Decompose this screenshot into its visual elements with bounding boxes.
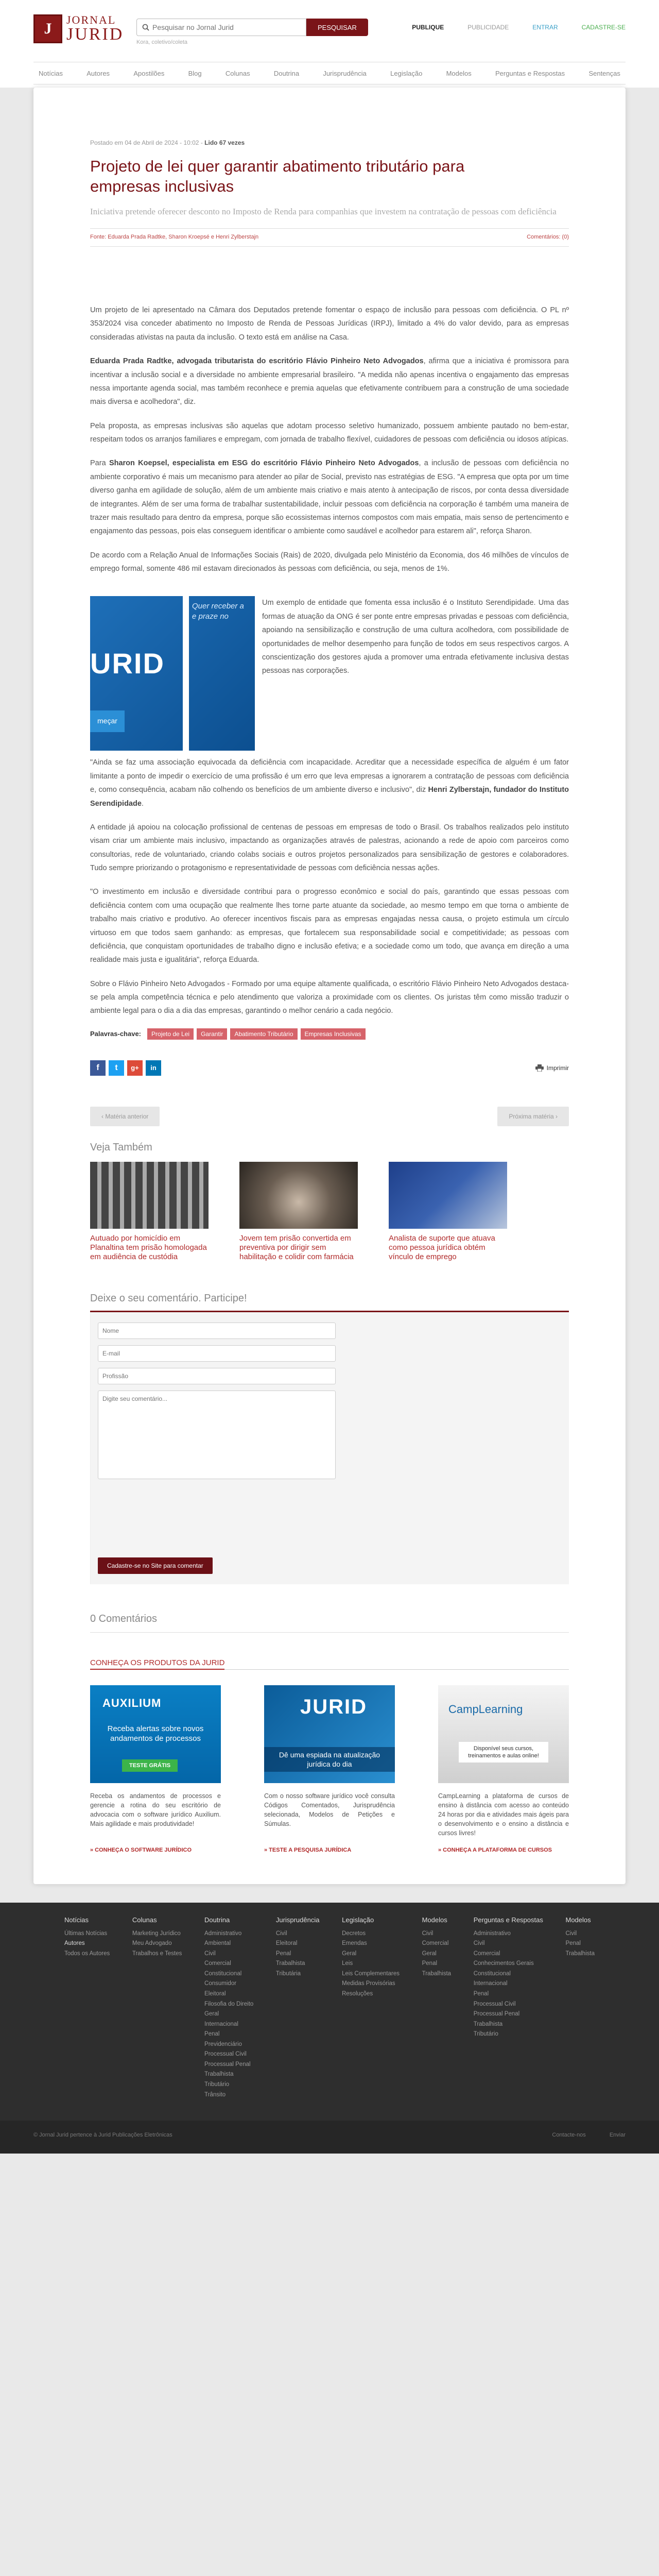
logo-line-2: JURID — [66, 25, 124, 44]
comment-textarea[interactable] — [98, 1391, 336, 1479]
article-title: Projeto de lei quer garantir abatimento tributário para empresas inclusivas — [90, 157, 465, 195]
related-thumbnail — [90, 1162, 209, 1229]
see-also-section — [90, 1142, 569, 1262]
paragraph: De acordo com a Relação Anual de Informações Sociais (Rais) de 2020, divulgada pelo Ministério da Economia, dos 46 milhões de vínculos de emprego formal, somente 486 mil estavam direcionados às pessoas com deficiência, ou seja, menos de 1%. — [90, 551, 569, 573]
contact-link[interactable]: Contacte-nos — [552, 2132, 586, 2139]
footer-column — [64, 1916, 110, 2100]
logo-mark: J — [33, 14, 62, 43]
search-button[interactable]: PESQUISAR — [306, 19, 368, 36]
comments-link[interactable]: Comentários: (0) — [527, 234, 569, 240]
view-count: Lido 67 vezes — [204, 139, 245, 146]
footer-link[interactable]: Marketing Jurídico — [132, 1930, 181, 1937]
footer-link[interactable]: Meu Advogado — [132, 1940, 172, 1947]
site-logo[interactable] — [33, 14, 124, 43]
footer-link[interactable]: Tributário — [204, 2081, 230, 2088]
footer-link[interactable]: Penal — [275, 1950, 291, 1957]
previous-article-button[interactable]: ‹ Matéria anterior — [90, 1107, 160, 1126]
article-card — [33, 88, 626, 1884]
footer-link[interactable]: Administrativo — [473, 1930, 511, 1937]
nav-apostiloes[interactable]: Apostilões — [133, 69, 165, 77]
footer-link[interactable]: Internacional — [204, 2021, 238, 2027]
footer-column-title[interactable]: Legislação — [342, 1916, 374, 1924]
footer-link[interactable]: Penal — [422, 1960, 438, 1967]
footer-column-title[interactable]: Jurisprudência — [275, 1916, 320, 1924]
product-link[interactable]: » CONHEÇA O SOFTWARE JURÍDICO — [90, 1846, 192, 1853]
footer-column — [566, 1916, 595, 2100]
footer-link[interactable]: Processual Penal — [204, 2061, 251, 2067]
footer-column — [276, 1916, 320, 2100]
footer-link[interactable]: Previdenciário — [204, 2041, 242, 2047]
footer-link[interactable]: Filosofia do Direito — [204, 2001, 254, 2007]
camplearning-logo: CampLearning — [448, 1702, 523, 1716]
tag-link[interactable]: Projeto de Lei — [147, 1028, 194, 1040]
footer-link[interactable]: Penal — [565, 1940, 581, 1947]
related-article[interactable]: Autuado por homicídio em Planaltina tem prisão homologada em audiência de custódia — [90, 1162, 209, 1262]
footer-link[interactable]: Processual Penal — [473, 2011, 520, 2018]
auxilium-banner[interactable]: AUXILIUM Receba alertas sobre novos andamentos de processos TESTE GRÁTIS — [90, 1685, 221, 1783]
product-card: AUXILIUM Receba alertas sobre novos andamentos de processos TESTE GRÁTIS Receba os andamentos de processos e gerencie a rotina do seu escritório de advocacia com o software jurídico Auxilium. Mais agilidade e mais produtividade! » CONHEÇA O SOFTWARE JURÍDICO — [90, 1685, 221, 1853]
related-thumbnail — [239, 1162, 358, 1229]
footer-link[interactable]: Civil — [565, 1930, 577, 1937]
footer-link[interactable]: Comercial — [422, 1940, 449, 1947]
footer-link[interactable]: Civil — [275, 1930, 287, 1937]
footer-link[interactable]: Constitucional — [204, 1970, 242, 1977]
footer-link[interactable]: Administrativo — [204, 1930, 242, 1937]
facebook-icon[interactable]: f — [90, 1060, 106, 1076]
bottom-bar — [0, 2121, 659, 2154]
footer-link[interactable]: Comercial — [473, 1950, 500, 1957]
product-card: JURID Dê uma espiada na atualização jurídica do dia Com o nosso software jurídico você consulta Códigos Comentados, Jurisprudência selecionada, Modelos de Petições e Súmulas. » TESTE A PESQUISA JURÍDICA — [264, 1685, 395, 1853]
footer-link[interactable]: Medidas Provisórias — [342, 1980, 395, 1987]
tags-row — [90, 1028, 569, 1040]
nav-modelos[interactable]: Modelos — [446, 69, 472, 77]
free-trial-badge: TESTE GRÁTIS — [122, 1759, 178, 1772]
copyright: © Jornal Jurid pertence à Jurid Publicações Eletrônicas — [33, 2132, 172, 2139]
footer-column-title[interactable]: Modelos — [565, 1916, 591, 1924]
comments-count: 0 Comentários — [90, 1613, 569, 1633]
search-input[interactable] — [152, 23, 302, 31]
footer-link[interactable]: Eleitoral — [204, 1991, 226, 1997]
ad-tagline: Quer receber a e praze no — [192, 602, 244, 621]
footer-column-title[interactable]: Perguntas e Respostas — [473, 1916, 543, 1924]
register-to-comment-button[interactable]: Cadastre-se no Site para comentar — [98, 1557, 213, 1574]
related-thumbnail — [389, 1162, 507, 1229]
tags-label: Palavras-chave: — [90, 1030, 142, 1038]
profession-field[interactable] — [98, 1368, 336, 1384]
footer-link[interactable]: Autores — [64, 1940, 85, 1947]
footer-link[interactable]: Decretos — [342, 1930, 366, 1937]
footer-link[interactable]: Leis Complementares — [342, 1970, 400, 1977]
footer-link[interactable]: Trabalhista — [204, 2071, 234, 2078]
search-bar — [136, 19, 368, 36]
paragraph: "O investimento em inclusão e diversidade contribui para o progresso econômico e social do país, garantindo que essas pessoas com deficiência contem com uma ocupação que realmente lhes torne parte atuante da sociedade, ao mesmo tempo em que torna o ambiente de trabalho mais criativo e produtivo. Ao oferecer incentivos fiscais para as empresas engajadas nessa causa, o projeto estimula um círculo virtuoso em que todos saem ganhando: as empresas, que fortalecem sua responsabilidade social e competitividade; as pessoas com deficiência, que conquistam oportunidades de trabalho digno e inclusão efetiva; e a sociedade como um todo, que avança em direção a uma realidade mais justa e igualitária", reforça Eduarda. — [90, 888, 569, 964]
comment-form-title: Deixe o seu comentário. Participe! — [90, 1293, 569, 1312]
nav-autores[interactable]: Autores — [86, 69, 110, 77]
footer-link[interactable]: Trabalhista — [422, 1970, 452, 1977]
related-article[interactable]: Jovem tem prisão convertida em preventiva por dirigir sem habilitação e colidir com farmácia — [239, 1162, 358, 1262]
printer-icon — [535, 1064, 544, 1072]
footer-column — [474, 1916, 543, 2100]
footer-link[interactable]: Processual Civil — [204, 2051, 247, 2058]
article-body — [90, 303, 569, 1018]
name-field[interactable] — [98, 1323, 336, 1339]
footer-link[interactable]: Trabalhista — [473, 2021, 503, 2027]
footer-link[interactable]: Tributário — [473, 2031, 498, 2038]
footer-link[interactable]: Constitucional — [473, 1970, 511, 1977]
entrar-link[interactable]: ENTRAR — [532, 24, 558, 31]
footer-link[interactable]: Tributária — [275, 1970, 301, 1977]
article-subtitle: Iniciativa pretende oferecer desconto no Imposto de Renda para companhias que investem na contratação de pessoas com deficiência — [90, 205, 569, 229]
footer-link[interactable]: Trabalhista — [275, 1960, 305, 1967]
footer-column — [422, 1916, 451, 2100]
footer-column-title[interactable]: Notícias — [64, 1916, 89, 1924]
paragraph: Sobre o Flávio Pinheiro Neto Advogados - Formado por uma equipe altamente qualificada, o escritório Flávio Pinheiro Neto Advogados destaca-se pela ampla competência técnica e pelo atendimento que valoriza a proximidade com os clientes. Os juristas têm como missão traduzir o ambiente legal para o dia a dia das empresas, garantindo o melhor cenário a cada negócio. — [90, 979, 569, 1015]
search-icon — [142, 24, 149, 31]
footer-column-title[interactable]: Doutrina — [204, 1916, 230, 1924]
paragraph: Um projeto de lei apresentado na Câmara dos Deputados pretende fomentar o espaço de inclusão para pessoas com deficiência. O PL nº 353/2024 visa conceder abatimento no Imposto de Renda de Pessoas Jurídicas (IRPJ), limitado a 4% do valor devido, para as empresas consideradas ativistas na pauta da inclusão. O texto está em análise na Casa. — [90, 306, 569, 342]
logo-line-1: JORNAL — [66, 13, 116, 26]
footer-link[interactable]: Civil — [473, 1940, 485, 1947]
footer-column — [204, 1916, 253, 2100]
ad-cta: meçar — [90, 710, 125, 732]
product-link[interactable]: » CONHEÇA A PLATAFORMA DE CURSOS — [438, 1846, 552, 1853]
footer-link[interactable]: Leis — [342, 1960, 353, 1967]
see-also-title: Veja Também — [90, 1141, 152, 1153]
linkedin-icon[interactable]: in — [146, 1060, 161, 1076]
print-button[interactable]: Imprimir — [535, 1064, 569, 1072]
footer-column-title[interactable]: Colunas — [132, 1916, 157, 1924]
footer-link[interactable]: Consumidor — [204, 1980, 237, 1987]
google-plus-icon[interactable]: g+ — [127, 1060, 143, 1076]
footer-link[interactable]: Processual Civil — [473, 2001, 516, 2007]
related-article[interactable]: Analista de suporte que atuava como pessoa jurídica obtém vínculo de emprego — [389, 1162, 507, 1262]
paragraph: "Ainda se faz uma associação equivocada da deficiência com incapacidade. Acreditar que a necessidade específica de alguém é um fator limitante a ponto de impedir o exercício de uma profissão é um erro que leva empresas a ignorarem a contratação de pessoas com deficiência e, como consequência, acabam não colhendo os benefícios de um ambiente diverso e inclusivo", diz Henri Zylberstajn, fundador do Instituto Serendipidade. — [90, 758, 569, 808]
footer-link[interactable]: Ambiental — [204, 1940, 231, 1947]
main-nav — [33, 62, 626, 84]
paragraph: A entidade já apoiou na colocação profissional de centenas de pessoas em empresas de todo o Brasil. Os trabalhos realizados pelo instituto visam criar um ambiente mais inclusivo, impactando as organizações através de palestras, acionando a rede de apoio com parceiros como consultorias, rede de voluntariado, criando colabs sociais e outros projetos personalizados para sensibilização de gestores e colaboradores. Tudo sempre priorizando o protagonismo e representatividade de pessoas com deficiência nessas ações. — [90, 823, 569, 872]
footer-link[interactable]: Resoluções — [342, 1991, 373, 1997]
nav-doutrina[interactable]: Doutrina — [273, 69, 300, 77]
product-link[interactable]: » TESTE A PESQUISA JURÍDICA — [264, 1846, 352, 1853]
footer-link[interactable]: Trabalhista — [565, 1950, 595, 1957]
cadastre-link[interactable]: CADASTRE-SE — [581, 24, 626, 31]
products-section — [90, 1658, 569, 1853]
search-hint: Kora, coletivo/coleta — [136, 39, 188, 45]
footer-link[interactable]: Comercial — [204, 1960, 231, 1967]
nav-legislacao[interactable]: Legislação — [390, 69, 423, 77]
article-source: Fonte: Eduarda Prada Radtke, Sharon Kroepsé e Henri Zylberstajn — [90, 234, 259, 240]
jurid-banner[interactable]: JURID Dê uma espiada na atualização jurídica do dia — [264, 1685, 395, 1783]
nav-blog[interactable]: Blog — [188, 69, 202, 77]
paragraph: Eduarda Prada Radtke, advogada tributarista do escritório Flávio Pinheiro Neto Advogados, afirma que a iniciativa é promissora para incentivar a inclusão social e a diversidade no ambiente empresarial brasileiro. "A medida não apenas incentiva o engajamento das empresas nessa importante agenda social, mas também reconhece e premia aquelas que efetivamente contribuem para a construção de uma sociedade mais diversa e acolhedora", diz. — [90, 357, 569, 406]
send-link[interactable]: Enviar — [609, 2132, 626, 2139]
footer-link[interactable]: Penal — [204, 2031, 220, 2038]
tag-link[interactable]: Empresas Inclusivas — [301, 1028, 366, 1040]
paragraph: Para Sharon Koepsel, especialista em ESG do escritório Flávio Pinheiro Neto Advogados, a inclusão de pessoas com deficiência no ambiente corporativo é mais um mecanismo para atender ao pilar de Social, previsto nas estratégias de ESG. "A empresa que opta por um time diverso ganha em agilidade de solução, além de um ambiente mais criativo e mais atento à antecipação de riscos, por conta dessa diversidade de integrantes. Além de ser uma forma de trabalhar sustentabilidade, incluir pessoas com deficiência na corporação é também uma maneira de trazer mais resultado para dentro da empresa, porque são ecossistemas internos compostos com mais empatia, mais senso de pertencimento e engajamento das pessoas, pois elas conseguem identificar o ambiente como saudável e acolhedor para estarem ali", reforça Sharon. — [90, 459, 569, 536]
nav-sentencas[interactable]: Sentenças — [588, 69, 620, 77]
footer-link[interactable]: Internacional — [473, 1980, 508, 1987]
twitter-icon[interactable]: t — [109, 1060, 124, 1076]
comment-form — [90, 1293, 569, 1584]
jurid-logo: JURID — [300, 1695, 368, 1718]
auxilium-logo: AUXILIUM — [102, 1696, 162, 1709]
article-meta: Postado em 04 de Abril de 2024 - 10:02 - Lido 67 vezes — [90, 139, 245, 146]
footer-link[interactable]: Eleitoral — [275, 1940, 298, 1947]
footer-column-title[interactable]: Modelos — [422, 1916, 447, 1924]
footer-link[interactable]: Emendas — [342, 1940, 367, 1947]
paragraph: Pela proposta, as empresas inclusivas são aquelas que adotam processo seletivo humanizado, possuem ambiente pautado no bem-estar, respeitam todos os arranjos familiares e empregam, com jornada de trabalho flexível, cuidadores de pessoas com deficiência ou idosos atípicas. — [90, 421, 569, 444]
nav-jurisprudencia[interactable]: Jurisprudência — [323, 69, 367, 77]
publique-link[interactable]: PUBLIQUE — [412, 24, 444, 31]
nav-colunas[interactable]: Colunas — [225, 69, 250, 77]
footer-link[interactable]: Geral — [204, 2011, 219, 2018]
footer-link[interactable]: Geral — [422, 1950, 437, 1957]
products-title: CONHEÇA OS PRODUTOS DA JURID — [90, 1658, 224, 1670]
footer-link[interactable]: Penal — [473, 1991, 489, 1997]
footer-link[interactable]: Conhecimentos Gerais — [473, 1960, 534, 1967]
ad-banner[interactable] — [90, 596, 255, 751]
tag-link[interactable]: Abatimento Tributário — [230, 1028, 297, 1040]
footer-link[interactable]: Trabalhos e Testes — [132, 1950, 182, 1957]
next-article-button[interactable]: Próxima matéria › — [497, 1107, 569, 1126]
site-footer — [0, 1903, 659, 2121]
footer-link[interactable]: Civil — [204, 1950, 216, 1957]
footer-column — [342, 1916, 400, 2100]
email-field[interactable] — [98, 1345, 336, 1362]
footer-link[interactable]: Civil — [422, 1930, 433, 1937]
site-header — [0, 0, 659, 88]
camplearning-banner[interactable]: CampLearning Disponível seus cursos, treinamentos e aulas online! — [438, 1685, 569, 1783]
tag-link[interactable]: Garantir — [197, 1028, 227, 1040]
footer-link[interactable]: Todos os Autores — [64, 1950, 110, 1957]
ad-logo-text: URID — [90, 647, 165, 680]
footer-link[interactable]: Geral — [342, 1950, 357, 1957]
paragraph: Um exemplo de entidade que fomenta essa inclusão é o Instituto Serendipidade. Uma das formas de atuação da ONG é ser ponte entre empresas privadas e pessoas com deficiência, apoiando na sensibilização e construção de uma cultura acolhedora, com possibilidade de oportunidades de melhor desempenho para função de todos em seus respectivos cargos. A conscientização dos gestores ajuda a promover uma entrada efetivamente inclusiva destas pessoas nas corporações. — [262, 599, 569, 675]
product-card: CampLearning Disponível seus cursos, treinamentos e aulas online! CampLearning a plataforma de cursos de ensino à distância com acesso ao conteúdo 24 horas por dia e atividades mais ágeis para o desenvolvimento e o ensino a distância e cursos livres! » CONHEÇA A PLATAFORMA DE CURSOS — [438, 1685, 569, 1853]
footer-column — [132, 1916, 182, 2100]
footer-link[interactable]: Trânsito — [204, 2091, 226, 2098]
footer-link[interactable]: Últimas Notícias — [64, 1930, 108, 1937]
nav-noticias[interactable]: Notícias — [39, 69, 63, 77]
nav-perguntas[interactable]: Perguntas e Respostas — [495, 69, 565, 77]
publicidade-link[interactable]: PUBLICIDADE — [467, 24, 509, 31]
